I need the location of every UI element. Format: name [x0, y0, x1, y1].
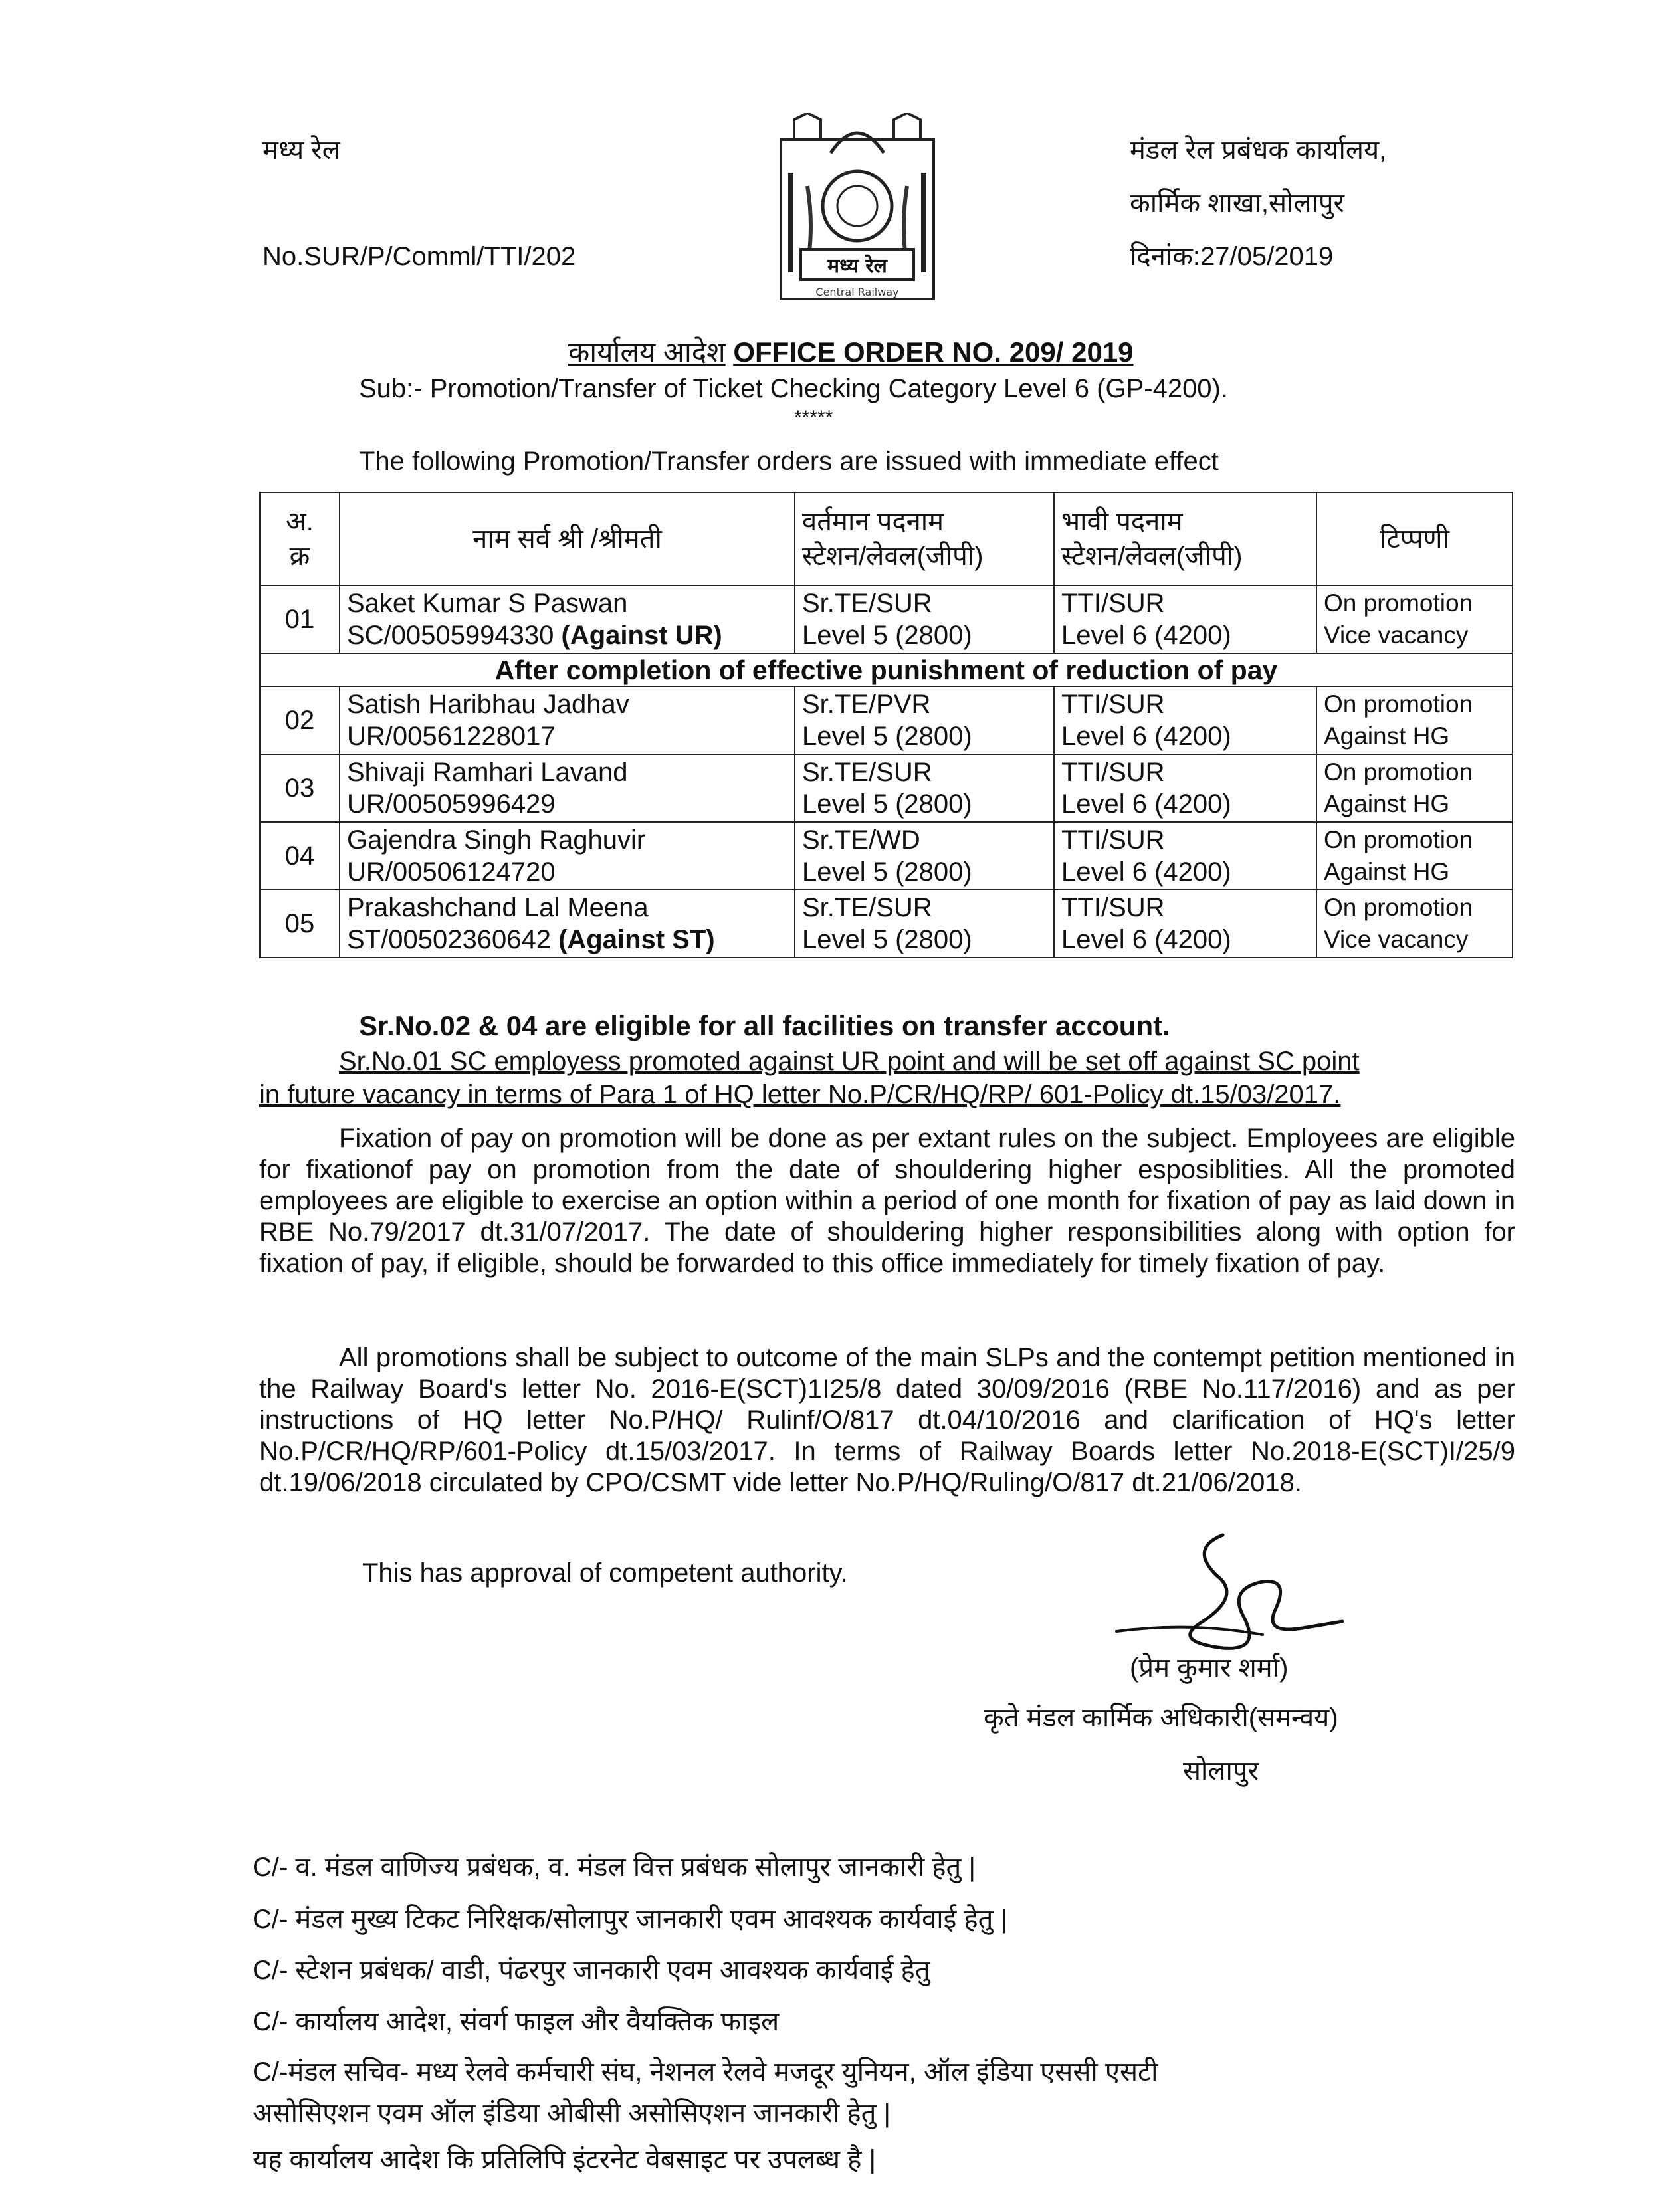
- copy-to-line: C/- कार्यालय आदेश, संवर्ग फाइल और वैयक्तिक फाइल: [253, 2007, 780, 2036]
- row-future-post: TTI/SUR Level 6 (4200): [1054, 585, 1316, 653]
- intro-text: The following Promotion/Transfer orders are issued with immediate effect: [359, 447, 1219, 476]
- sc-note-line2: in future vacancy in terms of Para 1 of HQ letter No.P/CR/HQ/RP/ 601-Policy dt.15/03/2017.: [259, 1080, 1341, 1109]
- row-present-post: Sr.TE/SUR Level 5 (2800): [795, 585, 1054, 653]
- signatory-place: सोलापुर: [1183, 1756, 1259, 1786]
- row-future-post: TTI/SUR Level 6 (4200): [1054, 890, 1316, 958]
- row-remarks: On promotion Against HG: [1316, 686, 1513, 754]
- table-header-row: [260, 492, 1513, 585]
- row-sr: 01: [260, 585, 340, 653]
- table-row: [260, 822, 1513, 890]
- row-present-post: Sr.TE/SUR Level 5 (2800): [795, 890, 1054, 958]
- copy-to-line: C/-मंडल सचिव- मध्य रेलवे कर्मचारी संघ, नेशनल रेलवे मजदूर युनियन, ऑल इंडिया एससी एसटी: [253, 2057, 1158, 2087]
- row-remarks: On promotion Vice vacancy: [1316, 890, 1513, 958]
- row-present-post: Sr.TE/SUR Level 5 (2800): [795, 754, 1054, 822]
- col-header-remarks: टिप्पणी: [1316, 492, 1513, 585]
- sc-note-line1: Sr.No.01 SC employess promoted against UR point and will be set off against SC point: [339, 1047, 1360, 1076]
- emblem-caption: Central Railway: [815, 286, 899, 298]
- table-row: [260, 686, 1513, 754]
- row-sr: 04: [260, 822, 340, 890]
- col-header-name: नाम सर्व श्री /श्रीमती: [340, 492, 795, 585]
- row-present-post: Sr.TE/PVR Level 5 (2800): [795, 686, 1054, 754]
- facilities-note: Sr.No.02 & 04 are eligible for all facilities on transfer account.: [359, 1010, 1170, 1041]
- table-row: [260, 754, 1513, 822]
- table-row: [260, 585, 1513, 653]
- order-title: [568, 332, 1134, 370]
- office-address-line2: कार्मिक शाखा,सोलापुर: [1130, 189, 1344, 218]
- copy-to-line: C/- मंडल मुख्य टिकट निरिक्षक/सोलापुर जानकारी एवम आवश्यक कार्यवाई हेतु |: [253, 1905, 1007, 1934]
- signatory-designation: कृते मंडल कार्मिक अधिकारी(समन्वय): [984, 1703, 1338, 1732]
- row-present-post: Sr.TE/WD Level 5 (2800): [795, 822, 1054, 890]
- order-title-hindi: कार्यालय आदेश: [568, 336, 726, 367]
- col-header-future: भावी पदनाम स्टेशन/लेवल(जीपी): [1054, 492, 1316, 585]
- office-address-line1: मंडल रेल प्रबंधक कार्यालय,: [1130, 136, 1387, 165]
- emblem-text: मध्य रेल: [827, 255, 887, 278]
- copy-to-line: यह कार्यालय आदेश कि प्रतिलिपि इंटरनेट वेबसाइट पर उपलब्ध है |: [253, 2145, 876, 2174]
- row-employee: Shivaji Ramhari Lavand UR/00505996429: [340, 754, 795, 822]
- order-number: OFFICE ORDER NO. 209/ 2019: [733, 336, 1134, 367]
- row-employee: Saket Kumar S Paswan SC/00505994330 (Against UR): [340, 585, 795, 653]
- row-future-post: TTI/SUR Level 6 (4200): [1054, 686, 1316, 754]
- row-sr: 02: [260, 686, 340, 754]
- section-heading: After completion of effective punishment of reduction of pay: [260, 653, 1513, 686]
- col-header-present: वर्तमान पदनाम स्टेशन/लेवल(जीपी): [795, 492, 1054, 585]
- reference-number: No.SUR/P/Comml/TTI/202: [262, 242, 576, 271]
- table-section-row: [260, 653, 1513, 686]
- row-remarks: On promotion Vice vacancy: [1316, 585, 1513, 653]
- approval-line: This has approval of competent authority.: [362, 1558, 848, 1588]
- row-sr: 05: [260, 890, 340, 958]
- fixation-paragraph: Fixation of pay on promotion will be done as per extant rules on the subject. Employees are eligible for fixationof pay on promotion from the date of shouldering higher esposiblities. All the promoted employees are eligible to exercise an option within a period of one month for fixation of pay as laid down in RBE No.79/2017 dt.31/07/2017. The date of shouldering higher responsibilities along with option for fixation of pay, if eligible, should be forwarded to this office immediately for timely fixation of pay.: [259, 1124, 1515, 1278]
- row-future-post: TTI/SUR Level 6 (4200): [1054, 754, 1316, 822]
- row-employee: Satish Haribhau Jadhav UR/00561228017: [340, 686, 795, 754]
- signatory-name: (प्रेम कुमार शर्मा): [1130, 1653, 1289, 1683]
- copy-to-line: असोसिएशन एवम ऑल इंडिया ओबीसी असोसिएशन जानकारी हेतु |: [253, 2099, 891, 2128]
- order-subject: Sub:- Promotion/Transfer of Ticket Checking Category Level 6 (GP-4200).: [359, 374, 1228, 403]
- org-name: मध्य रेल: [262, 136, 340, 165]
- promotion-table: [259, 492, 1513, 958]
- order-date: दिनांक:27/05/2019: [1130, 242, 1334, 271]
- row-employee: Gajendra Singh Raghuvir UR/00506124720: [340, 822, 795, 890]
- copy-to-line: C/- स्टेशन प्रबंधक/ वाडी, पंढरपुर जानकारी एवम आवश्यक कार्यवाई हेतु: [253, 1956, 930, 1985]
- central-railway-emblem: [768, 113, 947, 316]
- slp-paragraph: All promotions shall be subject to outcome of the main SLPs and the contempt petition mentioned in the Railway Board's letter No. 2016-E(SCT)1I25/8 dated 30/09/2016 (RBE No.117/2016) and as per instructions of HQ letter No.P/HQ/ Rulinf/O/817 dt.04/10/2016 and clarification of HQ's letter No.P/CR/HQ/RP/601-Policy dt.15/03/2017. In terms of Railway Boards letter No.2018-E(SCT)I/25/9 dt.19/06/2018 circulated by CPO/CSMT vide letter No.P/HQ/Ruling/O/817 dt.21/06/2018.: [259, 1343, 1515, 1497]
- row-employee: Prakashchand Lal Meena ST/00502360642 (Against ST): [340, 890, 795, 958]
- stars-separator: *****: [794, 407, 833, 429]
- row-future-post: TTI/SUR Level 6 (4200): [1054, 822, 1316, 890]
- row-remarks: On promotion Against HG: [1316, 754, 1513, 822]
- col-header-sr: अ. क्र: [260, 492, 340, 585]
- row-remarks: On promotion Against HG: [1316, 822, 1513, 890]
- row-sr: 03: [260, 754, 340, 822]
- table-row: [260, 890, 1513, 958]
- copy-to-line: C/- व. मंडल वाणिज्य प्रबंधक, व. मंडल वित्त प्रबंधक सोलापुर जानकारी हेतु |: [253, 1853, 976, 1882]
